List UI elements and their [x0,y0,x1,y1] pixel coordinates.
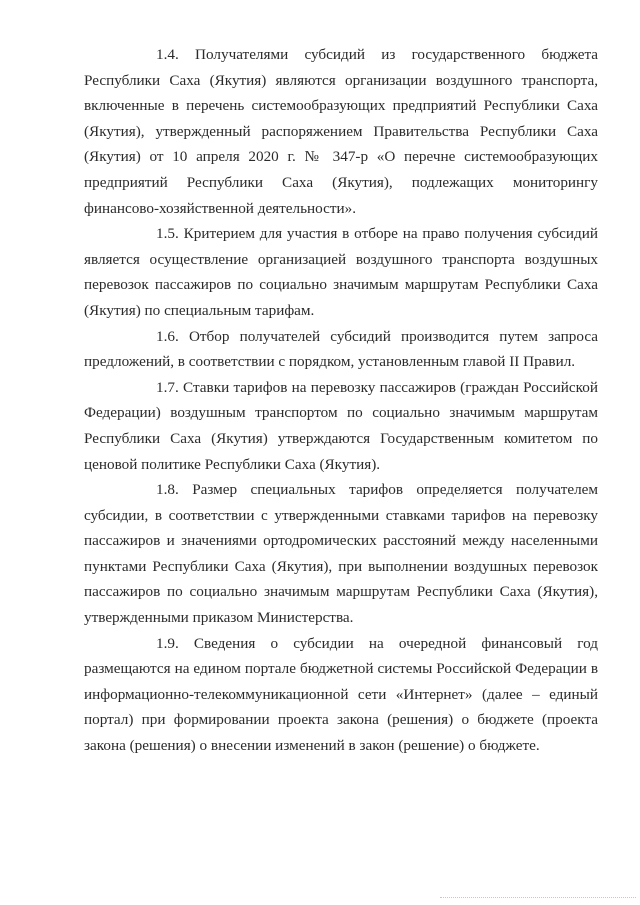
paragraph-1-4 [84,42,598,221]
paragraph-number: 1.8. [156,481,179,499]
paragraph-text: Ставки тарифов на перевозку пассажиров (граждан Российской Федерации) воздушным транспортом по социально значимым маршрутам Республики Саха (Якутия) утверждаются Государственным комитетом по ценовой политике Республики Саха (Якутия). [84,378,598,473]
paragraph-text: Отбор получателей субсидий производится путем запроса предложений, в соответствии с порядком, установленным главой II Правил. [84,327,599,371]
paragraph-1-8 [84,477,598,631]
paragraph-number: 1.7. [156,378,179,396]
paragraph-text: Критерием для участия в отборе на право получения субсидий является осуществление организацией воздушного транспорта воздушных перевозок пассажиров по социально значимым маршрутам Республики Саха (Якутия) по специальным тарифам. [84,225,599,319]
paragraph-number: 1.9. [156,634,179,652]
paragraph-1-5 [84,221,598,323]
paragraph-1-9 [84,631,598,759]
paragraph-number: 1.6. [156,327,179,345]
paragraph-text: Получателями субсидий из государственного бюджета Республики Саха (Якутия) являются организации воздушного транспорта, включенные в перечень системообразующих предприятий Республики Саха (Якутия), утвержденный распоряжением Правительства Республики Саха (Якутия) от 10 апреля 2020 г. № 347-р «О перечне системообразующих предприятий Республики Саха (Якутия), подлежащих мониторингу финансово-хозяйственной деятельности». [84,46,599,217]
paragraph-number: 1.4. [156,46,179,63]
paragraph-1-7 [84,375,598,477]
paragraph-1-6 [84,324,598,375]
paragraph-number: 1.5. [156,225,179,243]
paragraph-text: Сведения о субсидии на очередной финансовый год размещаются на едином портале бюджетной системы Российской Федерации в информационно-телекоммуникационной сети «Интернет» (далее – единый портал) при формировании проекта закона (решения) о бюджете (проекта закона (решения) о внесении изменений в закон (решение) о бюджете. [84,634,599,755]
footer-divider [440,891,636,898]
paragraph-text: Размер специальных тарифов определяется получателем субсидии, в соответствии с утвержденными ставками тарифов на перевозку пассажиров и значениями ортодромических расстояний между населенными пунктами Республики Саха (Якутия), при выполнении воздушных перевозок пассажиров по социально значимым маршрутам Республики Саха (Якутия), утвержденными приказом Министерства. [84,481,598,627]
document-body [84,42,598,759]
